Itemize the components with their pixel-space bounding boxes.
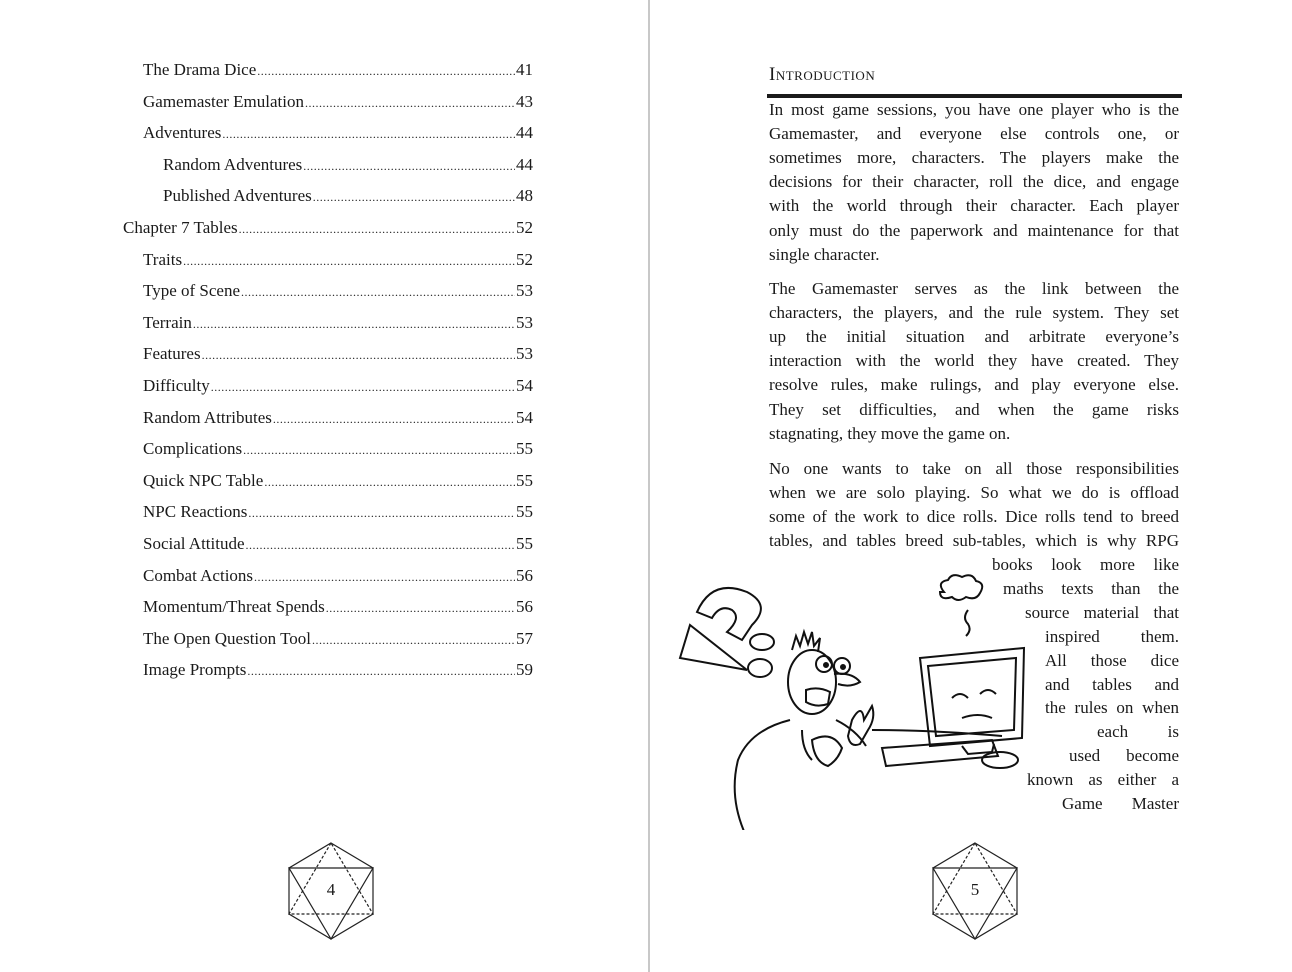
body-text-line: They set difficulties, and when the game risks xyxy=(769,399,1179,419)
toc-leader-dots xyxy=(303,159,515,174)
toc-leader-dots xyxy=(211,380,515,395)
body-text-line: used become xyxy=(1069,746,1179,766)
toc-leader-dots xyxy=(326,601,515,616)
body-text-line: each is xyxy=(1097,722,1179,742)
toc-leader-dots xyxy=(312,633,515,648)
toc-page: 59 xyxy=(516,660,533,680)
toc-entry[interactable] xyxy=(143,123,533,147)
toc-title: Chapter 7 Tables xyxy=(123,218,238,237)
toc-entry[interactable] xyxy=(143,408,533,432)
toc-leader-dots xyxy=(183,254,515,269)
toc-title: Social Attitude xyxy=(143,534,245,553)
toc-leader-dots xyxy=(241,285,515,300)
toc-leader-dots xyxy=(202,348,515,363)
toc-title: Features xyxy=(143,344,201,364)
body-text-line: single character. xyxy=(769,244,880,264)
toc-leader-dots xyxy=(243,443,515,458)
toc-leader-dots xyxy=(193,317,515,332)
toc-entry[interactable] xyxy=(143,629,533,653)
toc-page: 56 xyxy=(516,597,533,617)
toc-title: Traits xyxy=(143,249,183,269)
toc-entry[interactable] xyxy=(143,566,533,590)
toc-title: NPC Reactions xyxy=(143,502,248,522)
toc-entry[interactable] xyxy=(163,186,533,210)
body-text-line: sometimes more, characters. The players make the xyxy=(769,148,1179,168)
frustrated-gamer-illustration xyxy=(672,570,1032,830)
toc-entry[interactable] xyxy=(143,250,533,274)
toc-title: The Drama Dice xyxy=(143,60,257,79)
body-text-line: with the world through their character. Each player xyxy=(769,196,1179,216)
toc-entry[interactable] xyxy=(143,660,533,684)
page-gutter-divider xyxy=(648,0,650,972)
toc-page: 56 xyxy=(516,565,533,585)
toc-entry[interactable] xyxy=(143,281,533,305)
body-text-line: known as either a xyxy=(1027,770,1179,790)
toc-page: 52 xyxy=(516,218,533,237)
toc-entry[interactable] xyxy=(143,60,533,84)
body-text-line: some of the work to dice rolls. Dice rolls tend to breed xyxy=(769,507,1179,527)
page-number-right: 5 xyxy=(970,880,980,899)
toc-page: 41 xyxy=(516,60,533,79)
toc-leader-dots xyxy=(246,538,515,553)
body-text-line: inspired them. xyxy=(1045,626,1179,646)
body-text-line: tables, and tables breed sub-tables, which is why RPG xyxy=(769,531,1179,551)
body-text-line: The Gamemaster serves as the link between the xyxy=(769,279,1179,298)
section-heading: Introduction xyxy=(769,64,876,85)
toc-page: 53 xyxy=(516,281,533,301)
toc-page: 55 xyxy=(516,534,533,553)
toc-leader-dots xyxy=(305,96,515,111)
toc-leader-dots xyxy=(273,412,515,427)
body-text-line: maths texts than the xyxy=(1003,578,1179,598)
toc-page: 44 xyxy=(516,123,533,143)
toc-page: 43 xyxy=(516,91,533,111)
toc-title: Random Attributes xyxy=(143,407,272,427)
body-text-line: Game Master xyxy=(1062,794,1179,813)
body-text-line: up the initial situation and arbitrate everyone’s xyxy=(769,327,1179,347)
toc-entry[interactable] xyxy=(143,502,533,526)
toc-page: 55 xyxy=(516,439,533,459)
body-text-line: only must do the paperwork and maintenance for that xyxy=(769,220,1179,240)
body-text-line: characters, the players, and the rule system. They set xyxy=(769,303,1179,323)
body-text-line: the rules on when xyxy=(1045,698,1179,718)
exclamation-icon xyxy=(680,588,774,677)
toc-entry[interactable] xyxy=(143,376,533,400)
toc-title: Combat Actions xyxy=(143,565,254,585)
body-text-line: resolve rules, make rulings, and play everyone else. xyxy=(769,375,1179,395)
body-text-line: All those dice xyxy=(1045,650,1179,670)
toc-title: Random Adventures xyxy=(163,154,303,174)
toc-leader-dots xyxy=(254,570,515,585)
toc-leader-dots xyxy=(222,127,515,142)
toc-entry[interactable] xyxy=(143,439,533,463)
toc-leader-dots xyxy=(248,506,515,521)
toc-leader-dots xyxy=(257,64,515,79)
toc-page: 53 xyxy=(516,312,533,332)
toc-title: Momentum/Threat Spends xyxy=(143,597,325,617)
toc-page: 48 xyxy=(516,186,533,206)
toc-entry[interactable] xyxy=(143,344,533,368)
toc-title: Type of Scene xyxy=(143,281,240,301)
body-text-line: books look more like xyxy=(992,555,1179,574)
toc-title: The Open Question Tool xyxy=(143,628,311,648)
body-text-line: No one wants to take on all those responsibilities xyxy=(769,459,1179,478)
toc-title: Terrain xyxy=(143,312,192,332)
toc-entry[interactable] xyxy=(163,155,533,179)
body-text-line: decisions for their character, roll the dice, and engage xyxy=(769,172,1179,192)
toc-page: 54 xyxy=(516,376,533,395)
man-figure-icon xyxy=(735,632,1002,830)
toc-entry[interactable] xyxy=(143,313,533,337)
toc-page: 44 xyxy=(516,154,533,174)
toc-title: Adventures xyxy=(143,123,222,143)
body-text-line: In most game sessions, you have one player who is the xyxy=(769,100,1179,119)
page-number-badge-right xyxy=(932,842,1018,940)
page-number-left: 4 xyxy=(326,880,336,899)
page-number-badge-left xyxy=(288,842,374,940)
toc-entry[interactable] xyxy=(143,471,533,495)
toc-page: 54 xyxy=(516,407,533,427)
toc-title: Gamemaster Emulation xyxy=(143,91,304,111)
toc-entry[interactable] xyxy=(143,534,533,558)
body-text-line: stagnating, they move the game on. xyxy=(769,423,1011,443)
toc-entry[interactable] xyxy=(143,92,533,116)
toc-title: Quick NPC Table xyxy=(143,470,264,490)
toc-entry[interactable] xyxy=(143,597,533,621)
toc-page: 53 xyxy=(516,344,533,364)
toc-page: 52 xyxy=(516,249,533,269)
body-text-line: interaction with the world they have created. They xyxy=(769,351,1179,371)
toc-page: 55 xyxy=(516,470,533,490)
thought-cloud-icon xyxy=(940,575,982,636)
toc-title: Difficulty xyxy=(143,376,210,395)
toc-entry[interactable] xyxy=(123,218,533,242)
body-text-line: Gamemaster, and everyone else controls one, or xyxy=(769,124,1179,144)
toc-leader-dots xyxy=(239,222,515,237)
computer-monitor-icon xyxy=(882,648,1024,768)
body-text-line: and tables and xyxy=(1045,674,1179,694)
toc-title: Complications xyxy=(143,439,243,459)
toc-leader-dots xyxy=(264,475,515,490)
toc-leader-dots xyxy=(247,664,515,679)
toc-title: Published Adventures xyxy=(163,186,312,206)
toc-page: 57 xyxy=(516,628,533,648)
body-text-line: when we are solo playing. So what we do is offload xyxy=(769,483,1179,503)
toc-page: 55 xyxy=(516,502,533,522)
toc-title: Image Prompts xyxy=(143,660,247,680)
body-text-line: source material that xyxy=(1025,602,1179,622)
toc-leader-dots xyxy=(313,190,515,205)
